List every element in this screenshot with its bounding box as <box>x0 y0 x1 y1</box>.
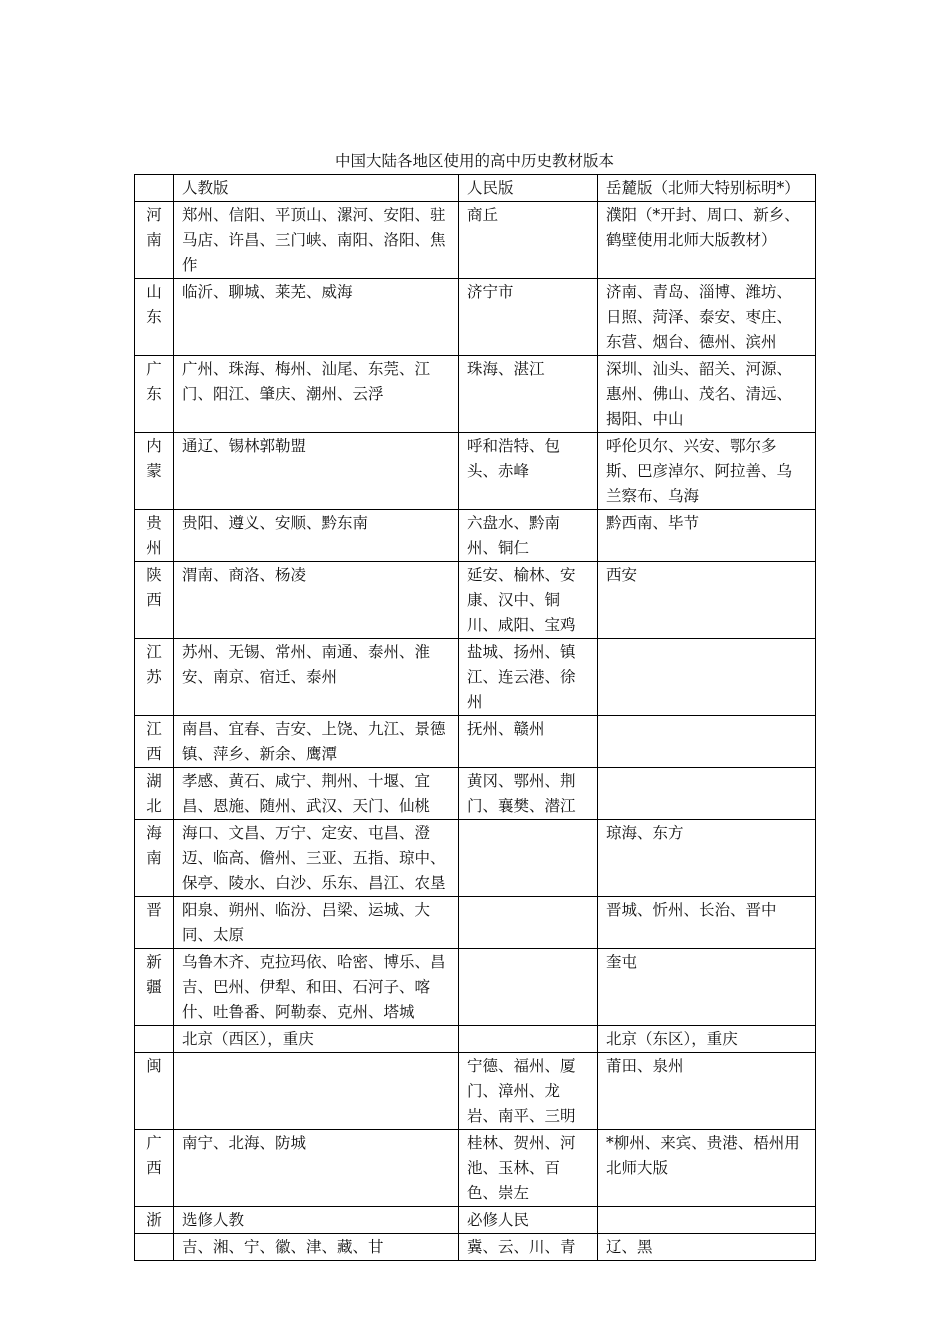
renjiao-cell: 广州、珠海、梅州、汕尾、东莞、江门、阳江、肇庆、潮州、云浮 <box>174 356 459 433</box>
renmin-cell: 桂林、贺州、河池、玉林、百色、崇左 <box>459 1130 598 1207</box>
table-row <box>135 510 816 562</box>
renmin-cell <box>459 1026 598 1053</box>
table-row <box>135 562 816 639</box>
province-label: 贵州 <box>146 514 162 557</box>
yuelu-cell: 濮阳（*开封、周口、新乡、鹤壁使用北师大版教材） <box>598 202 816 279</box>
table-row <box>135 820 816 897</box>
province-cell <box>135 949 174 1026</box>
renjiao-cell: 苏州、无锡、常州、南通、泰州、淮安、南京、宿迁、泰州 <box>174 639 459 716</box>
yuelu-cell: 北京（东区），重庆 <box>598 1026 816 1053</box>
yuelu-cell: 晋城、忻州、长治、晋中 <box>598 897 816 949</box>
yuelu-cell <box>598 639 816 716</box>
province-cell <box>135 1130 174 1207</box>
header-row <box>135 175 816 202</box>
renmin-cell: 呼和浩特、包头、赤峰 <box>459 433 598 510</box>
yuelu-cell: 深圳、汕头、韶关、河源、惠州、佛山、茂名、清远、揭阳、中山 <box>598 356 816 433</box>
province-label: 湖北 <box>146 772 162 815</box>
table-row <box>135 949 816 1026</box>
table-body <box>135 175 816 1261</box>
textbook-table <box>134 174 816 1261</box>
header-cell-renjiao: 人教版 <box>174 175 459 202</box>
province-cell <box>135 897 174 949</box>
renmin-cell: 盐城、扬州、镇江、连云港、徐州 <box>459 639 598 716</box>
renmin-cell: 冀、云、川、青 <box>459 1234 598 1261</box>
renjiao-cell: 阳泉、朔州、临汾、吕梁、运城、大同、太原 <box>174 897 459 949</box>
table-row <box>135 897 816 949</box>
renmin-cell <box>459 897 598 949</box>
renjiao-cell: 渭南、商洛、杨凌 <box>174 562 459 639</box>
yuelu-cell: 济南、青岛、淄博、潍坊、日照、菏泽、泰安、枣庄、东营、烟台、德州、滨州 <box>598 279 816 356</box>
renjiao-cell: 临沂、聊城、莱芜、威海 <box>174 279 459 356</box>
renmin-cell <box>459 949 598 1026</box>
renjiao-cell: 乌鲁木齐、克拉玛依、哈密、博乐、昌吉、巴州、伊犁、和田、石河子、喀什、吐鲁番、阿勒泰、克州、塔城 <box>174 949 459 1026</box>
renjiao-cell: 孝感、黄石、咸宁、荆州、十堰、宜昌、恩施、随州、武汉、天门、仙桃 <box>174 768 459 820</box>
document-title: 中国大陆各地区使用的高中历史教材版本 <box>334 152 614 170</box>
province-label: 晋 <box>146 901 162 919</box>
province-cell <box>135 433 174 510</box>
renjiao-cell: 郑州、信阳、平顶山、漯河、安阳、驻马店、许昌、三门峡、南阳、洛阳、焦作 <box>174 202 459 279</box>
province-cell <box>135 1053 174 1130</box>
renmin-cell: 必修人民 <box>459 1207 598 1234</box>
yuelu-cell: 西安 <box>598 562 816 639</box>
renjiao-cell: 吉、湘、宁、徽、津、藏、甘 <box>174 1234 459 1261</box>
province-label: 海南 <box>146 824 162 867</box>
table-row <box>135 356 816 433</box>
province-cell <box>135 1026 174 1053</box>
renjiao-cell: 通辽、锡林郭勒盟 <box>174 433 459 510</box>
renmin-cell: 黄冈、鄂州、荆门、襄樊、潜江 <box>459 768 598 820</box>
province-label: 内蒙 <box>146 437 162 480</box>
header-cell-province <box>135 175 174 202</box>
province-label: 江西 <box>146 720 162 763</box>
renjiao-cell <box>174 1053 459 1130</box>
province-label: 广东 <box>146 360 162 403</box>
renjiao-cell: 选修人教 <box>174 1207 459 1234</box>
province-cell <box>135 510 174 562</box>
table-row <box>135 1234 816 1261</box>
table-row <box>135 639 816 716</box>
table-row <box>135 202 816 279</box>
table-row <box>135 716 816 768</box>
table-row <box>135 279 816 356</box>
province-label: 广西 <box>146 1134 162 1177</box>
province-label: 江苏 <box>146 643 162 686</box>
yuelu-cell <box>598 716 816 768</box>
province-cell <box>135 562 174 639</box>
yuelu-cell <box>598 1207 816 1234</box>
table-row <box>135 1130 816 1207</box>
province-cell <box>135 768 174 820</box>
province-label: 闽 <box>146 1057 162 1075</box>
province-label: 新疆 <box>146 953 162 996</box>
province-cell <box>135 1207 174 1234</box>
province-cell <box>135 202 174 279</box>
renmin-cell: 商丘 <box>459 202 598 279</box>
renmin-cell: 抚州、赣州 <box>459 716 598 768</box>
province-cell <box>135 639 174 716</box>
renmin-cell: 六盘水、黔南州、铜仁 <box>459 510 598 562</box>
yuelu-cell: 莆田、泉州 <box>598 1053 816 1130</box>
yuelu-cell: 奎屯 <box>598 949 816 1026</box>
renjiao-cell: 南宁、北海、防城 <box>174 1130 459 1207</box>
province-cell <box>135 356 174 433</box>
header-cell-renmin: 人民版 <box>459 175 598 202</box>
province-label: 河南 <box>146 206 162 249</box>
province-label: 浙 <box>146 1211 162 1229</box>
province-cell <box>135 279 174 356</box>
renjiao-cell: 南昌、宜春、吉安、上饶、九江、景德镇、萍乡、新余、鹰潭 <box>174 716 459 768</box>
renmin-cell <box>459 820 598 897</box>
province-label: 山东 <box>146 283 162 326</box>
renmin-cell: 济宁市 <box>459 279 598 356</box>
province-cell <box>135 716 174 768</box>
table-row <box>135 768 816 820</box>
yuelu-cell: 琼海、东方 <box>598 820 816 897</box>
yuelu-cell: 辽、黑 <box>598 1234 816 1261</box>
yuelu-cell: 呼伦贝尔、兴安、鄂尔多斯、巴彦淖尔、阿拉善、乌兰察布、乌海 <box>598 433 816 510</box>
table-row <box>135 433 816 510</box>
table-row <box>135 1026 816 1053</box>
yuelu-cell <box>598 768 816 820</box>
renjiao-cell: 北京（西区），重庆 <box>174 1026 459 1053</box>
yuelu-cell: 黔西南、毕节 <box>598 510 816 562</box>
province-cell <box>135 1234 174 1261</box>
renjiao-cell: 贵阳、遵义、安顺、黔东南 <box>174 510 459 562</box>
yuelu-cell: *柳州、来宾、贵港、梧州用北师大版 <box>598 1130 816 1207</box>
province-cell <box>135 820 174 897</box>
header-cell-yuelu: 岳麓版（北师大特别标明*） <box>598 175 816 202</box>
province-label: 陕西 <box>146 566 162 609</box>
renmin-cell: 珠海、湛江 <box>459 356 598 433</box>
renjiao-cell: 海口、文昌、万宁、定安、屯昌、澄迈、临高、儋州、三亚、五指、琼中、保亭、陵水、白沙、乐东、昌江、农垦 <box>174 820 459 897</box>
table-row <box>135 1207 816 1234</box>
renmin-cell: 延安、榆林、安康、汉中、铜川、咸阳、宝鸡 <box>459 562 598 639</box>
renmin-cell: 宁德、福州、厦门、漳州、龙岩、南平、三明 <box>459 1053 598 1130</box>
table-row <box>135 1053 816 1130</box>
